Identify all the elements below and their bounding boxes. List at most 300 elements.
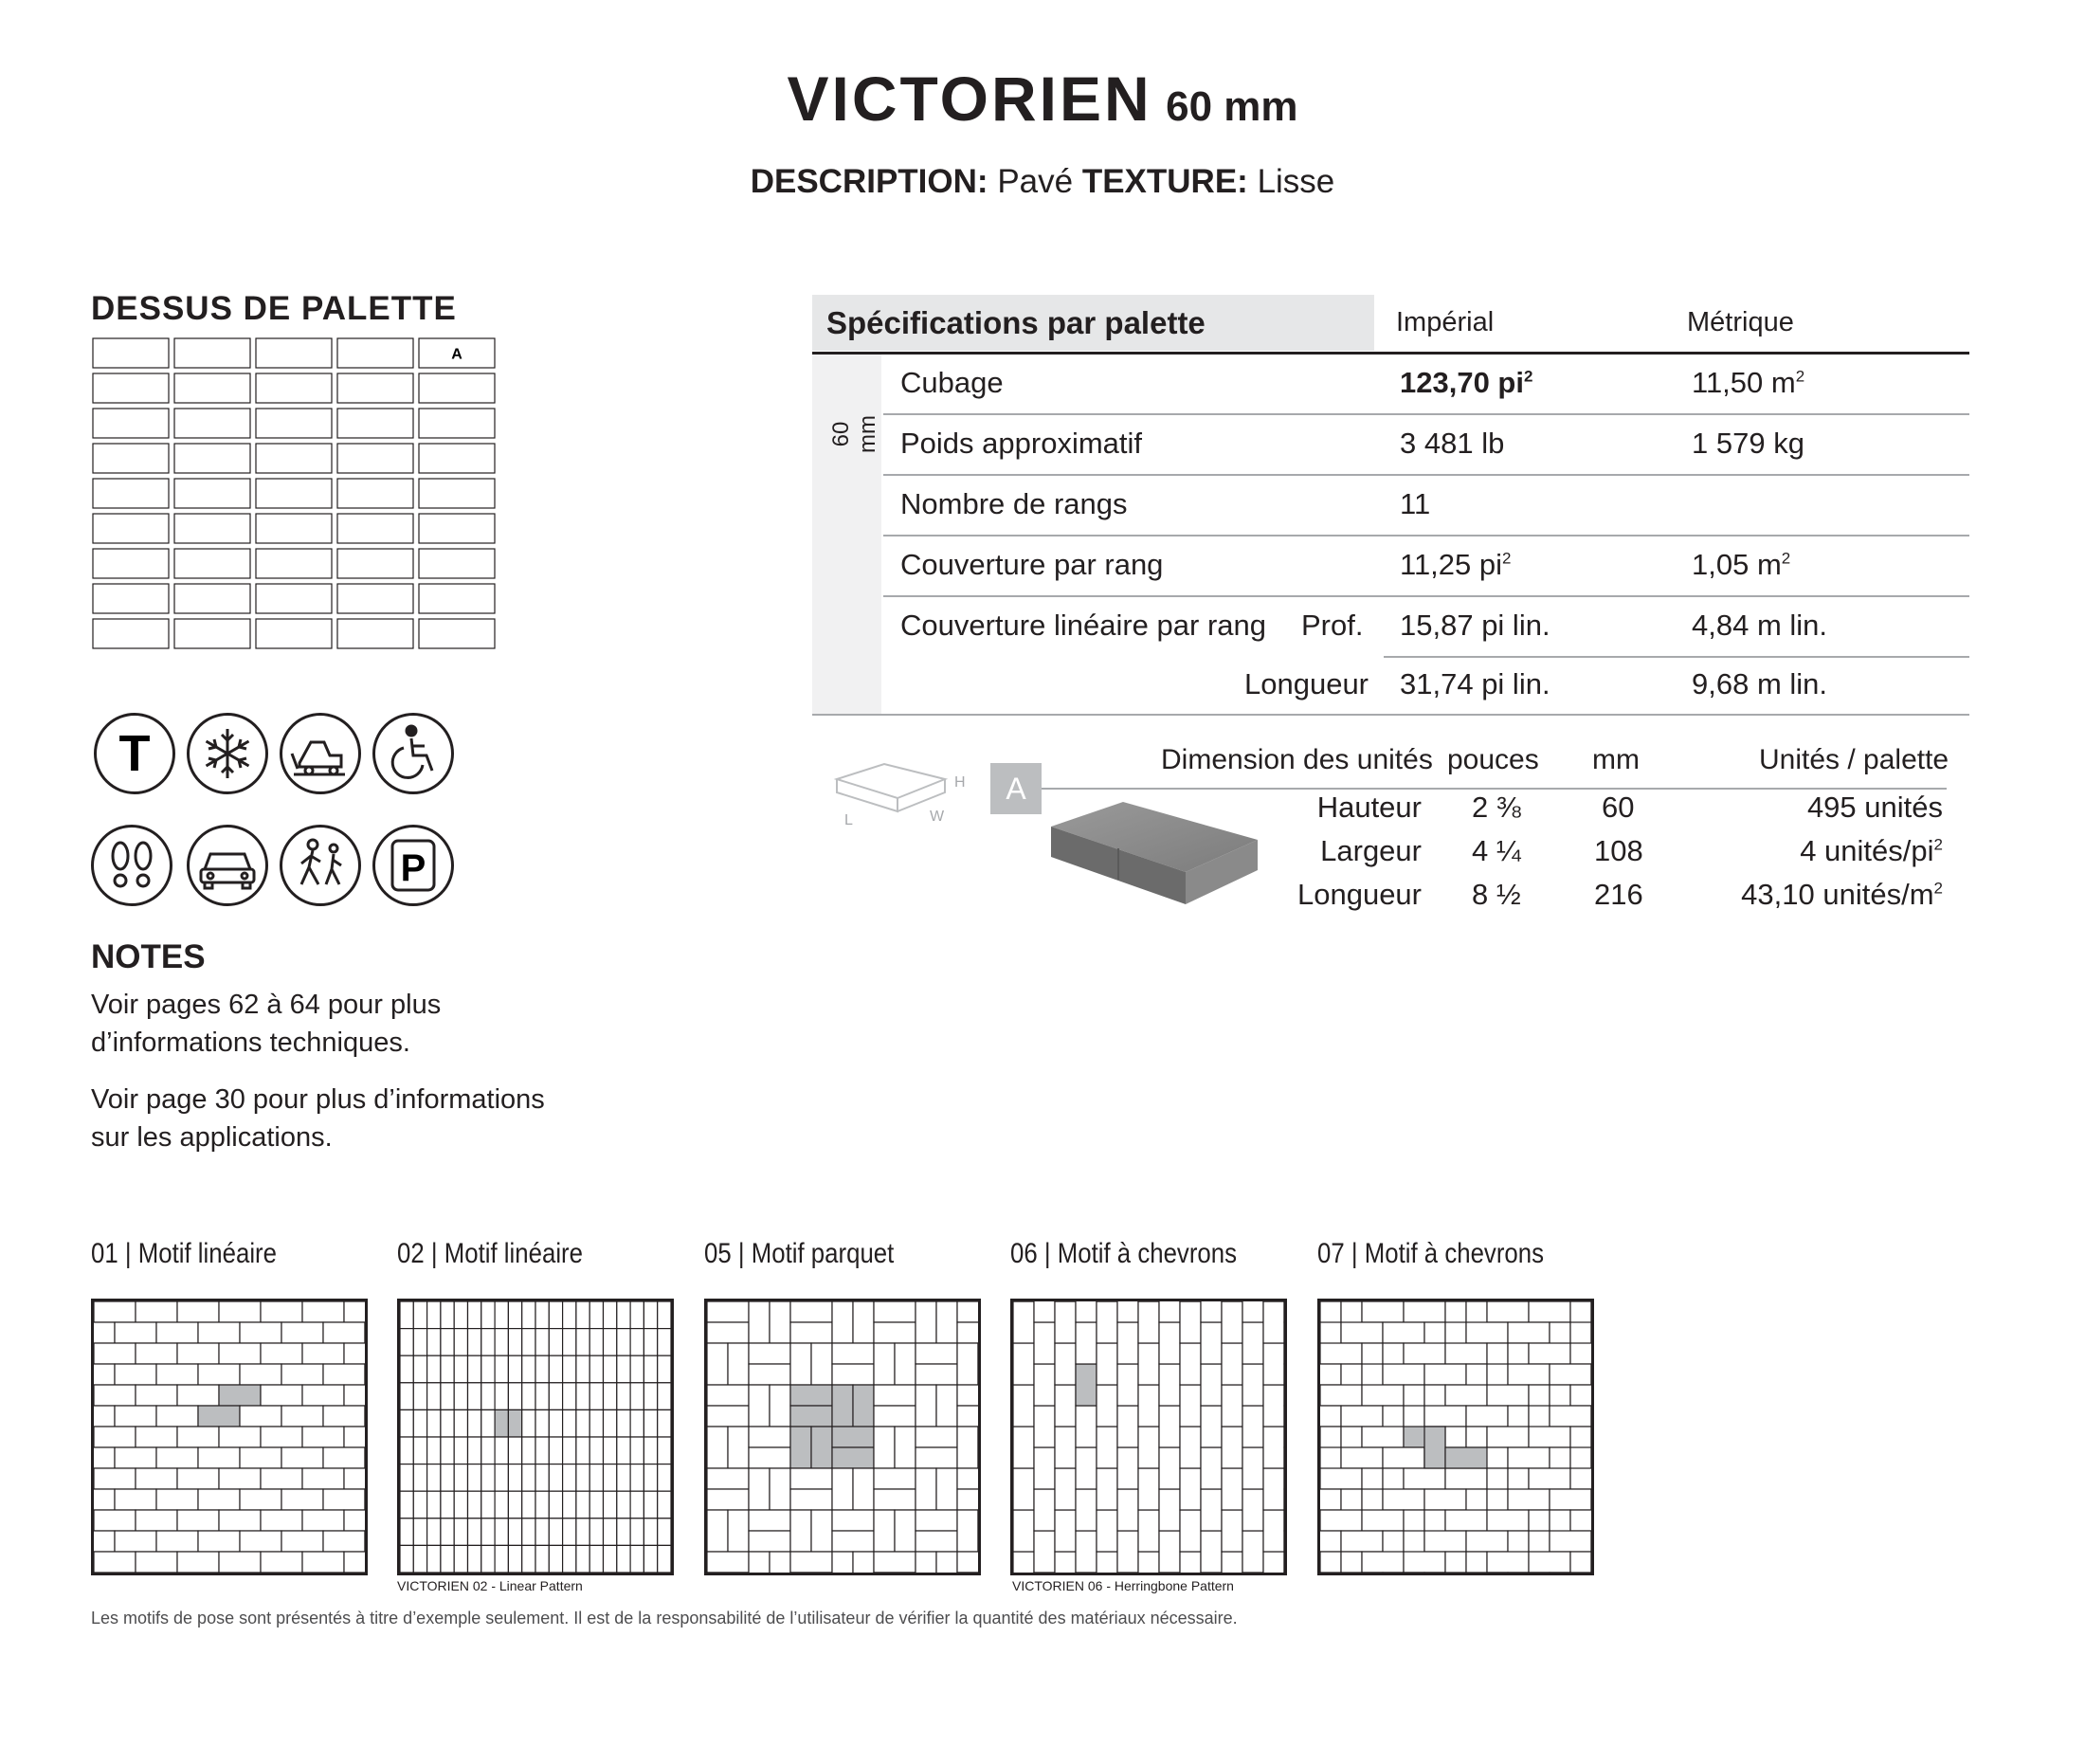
paver-cell — [1055, 1552, 1076, 1573]
paver-cell — [1201, 1489, 1222, 1531]
spec-bottom-rule — [812, 714, 1969, 716]
paver-cell — [576, 1491, 589, 1518]
paver-cell — [400, 1329, 413, 1356]
paver-cell — [644, 1491, 657, 1518]
paver-cell — [790, 1301, 832, 1322]
paver-cell — [261, 1510, 302, 1531]
paver-cell — [707, 1427, 728, 1468]
paver-cell — [1013, 1510, 1034, 1552]
spec-row-label: Cubage — [900, 366, 1004, 399]
paver-cell — [177, 1427, 219, 1447]
paver-cell — [1550, 1489, 1591, 1510]
paver-cell — [344, 1468, 365, 1489]
paver-cell — [1097, 1427, 1117, 1468]
dimension-row-mm: 108 — [1594, 834, 1643, 867]
paver-cell — [1138, 1385, 1159, 1427]
paver-cell — [495, 1518, 508, 1546]
paver-cell — [589, 1301, 603, 1329]
paver-cell — [832, 1343, 874, 1364]
paver-cell — [508, 1329, 521, 1356]
paver-cell — [936, 1385, 957, 1427]
paver-cell — [1180, 1301, 1201, 1343]
spec-column-imperial: Impérial — [1396, 307, 1495, 337]
paver-cell — [454, 1437, 467, 1464]
paver-cell — [1076, 1447, 1097, 1489]
spec-row-imperial: 31,74 pi lin. — [1400, 667, 1550, 700]
palette-cell — [337, 584, 413, 613]
paver-cell — [658, 1545, 671, 1573]
paver-cell — [427, 1518, 441, 1546]
svg-text:T: T — [118, 725, 151, 782]
dimension-row-label: Largeur — [1320, 834, 1422, 867]
dimension-row-mm: 60 — [1602, 791, 1635, 824]
paver-cell — [790, 1406, 832, 1427]
paver-cell — [1117, 1489, 1138, 1531]
note-line-2: d’informations techniques. — [91, 1027, 410, 1058]
paver-cell — [427, 1383, 441, 1410]
paver-cell — [1466, 1531, 1508, 1552]
paver-cell — [604, 1518, 617, 1546]
paver-cell — [1034, 1322, 1055, 1364]
paver-cell — [957, 1322, 978, 1343]
paver-cell — [1242, 1301, 1263, 1322]
paver-cell — [344, 1301, 365, 1322]
paver-cell — [1487, 1510, 1529, 1531]
paver-cell — [495, 1409, 508, 1437]
paver-cell — [281, 1531, 323, 1552]
paver-cell — [1424, 1364, 1466, 1385]
paver-cell — [832, 1552, 853, 1573]
paver-cell — [198, 1447, 240, 1468]
paver-cell — [549, 1464, 562, 1492]
dimension-row-inches: 8 ½ — [1472, 878, 1521, 911]
paver-cell — [441, 1545, 454, 1573]
paver-cell — [261, 1468, 302, 1489]
paver-cell — [1263, 1427, 1284, 1468]
palette-cell — [419, 584, 495, 613]
paver-cell — [400, 1464, 413, 1492]
paver-cell — [749, 1385, 770, 1427]
paver-cell — [94, 1385, 136, 1406]
paver-cell — [1159, 1531, 1180, 1573]
paver-cell — [1034, 1364, 1055, 1406]
paver-cell — [853, 1552, 874, 1573]
disclaimer-text: Les motifs de pose sont présentés à titre d’exemple seulement. Il est de la responsabilité de l’utilisateur de vérifier la quantité des matériaux nécessaire. — [91, 1609, 1238, 1628]
paver-cell — [1055, 1343, 1076, 1385]
paver-cell — [604, 1464, 617, 1492]
note-line-4: sur les applications. — [91, 1122, 333, 1153]
paver-cell — [576, 1409, 589, 1437]
paver-cell — [957, 1406, 978, 1427]
paver-cell — [617, 1464, 630, 1492]
paver-cell — [936, 1468, 957, 1510]
paver-cell — [1424, 1531, 1466, 1552]
paver-cell — [936, 1301, 957, 1343]
paver-cell — [481, 1383, 495, 1410]
spec-row-metric: 1,05 $m^2$ — [1692, 548, 1791, 581]
paver-cell — [874, 1406, 916, 1427]
paver-cell — [874, 1510, 895, 1552]
spec-row-imperial: 15,87 pi lin. — [1400, 609, 1550, 642]
paver-cell — [832, 1427, 874, 1447]
paver-cell — [1034, 1447, 1055, 1489]
paver-cell — [454, 1301, 467, 1329]
paver-cell — [481, 1545, 495, 1573]
paver-cell — [302, 1468, 344, 1489]
paver-cell — [576, 1355, 589, 1383]
paver-cell — [1383, 1489, 1424, 1510]
paver-cell — [441, 1383, 454, 1410]
paver-cell — [1341, 1406, 1383, 1427]
paver-cell — [427, 1355, 441, 1383]
paver-cell — [707, 1301, 749, 1322]
paver-cell — [427, 1545, 441, 1573]
axis-l-label: L — [844, 812, 853, 828]
paver-cell — [1320, 1468, 1362, 1489]
paver-cell — [281, 1322, 323, 1343]
paver-cell — [427, 1301, 441, 1329]
paver-cell — [707, 1343, 728, 1385]
paver-cell — [427, 1409, 441, 1437]
paver-cell — [1445, 1552, 1466, 1573]
paver-cell — [400, 1491, 413, 1518]
paver-cell — [1097, 1552, 1117, 1573]
paver-cell — [508, 1301, 521, 1329]
spec-row-separator — [883, 595, 1969, 597]
palette-cell — [256, 619, 332, 648]
paver-cell — [1076, 1364, 1097, 1406]
paver-cell — [522, 1301, 535, 1329]
paver-cell — [1159, 1301, 1180, 1322]
axis-w-label: W — [930, 809, 945, 825]
paver-cell — [281, 1364, 323, 1385]
paver-cell — [707, 1510, 728, 1552]
paver-cell — [468, 1355, 481, 1383]
spec-row-imperial: 11,25 $pi^2$ — [1400, 548, 1512, 581]
paver-cell — [576, 1518, 589, 1546]
paver-cell — [895, 1343, 916, 1385]
paver-cell — [136, 1385, 177, 1406]
paver-cell — [261, 1301, 302, 1322]
paver-cell — [1222, 1510, 1242, 1552]
paver-cell — [604, 1355, 617, 1383]
paver-cell — [1550, 1406, 1591, 1427]
paver-cell — [617, 1545, 630, 1573]
paver-cell — [94, 1343, 136, 1364]
paver-cell — [604, 1301, 617, 1329]
spec-row-sublabel: Prof. — [1301, 609, 1364, 642]
paver-cell — [832, 1447, 874, 1468]
paver-cell — [1013, 1427, 1034, 1468]
pattern-label-06: 06 | Motif à chevrons — [1010, 1238, 1238, 1269]
paver-cell — [1445, 1343, 1487, 1364]
paver-cell — [323, 1447, 365, 1468]
palette-cell — [93, 479, 169, 508]
paver-cell — [916, 1301, 936, 1343]
paver-cell — [508, 1409, 521, 1437]
dimension-row-label: Hauteur — [1316, 791, 1422, 824]
paver-cell — [413, 1329, 426, 1356]
paver-cell — [441, 1329, 454, 1356]
paver-cell — [1201, 1531, 1222, 1573]
paver-cell — [1320, 1406, 1341, 1427]
paver-cell — [1362, 1552, 1404, 1573]
palette-heading: DESSUS DE PALETTE — [91, 290, 457, 327]
paver-cell — [454, 1518, 467, 1546]
palette-cell — [174, 444, 250, 473]
paver-cell — [1034, 1531, 1055, 1573]
paver-cell — [957, 1510, 978, 1552]
paver-cell — [749, 1343, 790, 1364]
paver-cell — [1466, 1406, 1508, 1427]
palette-cell — [93, 619, 169, 648]
paver-cell — [1341, 1447, 1383, 1468]
paver-cell — [749, 1301, 770, 1343]
note-line-1: Voir pages 62 à 64 pour plus — [91, 990, 442, 1020]
paver-cell — [522, 1518, 535, 1546]
paver-cell — [563, 1301, 576, 1329]
spec-row-metric: 4,84 m lin. — [1692, 609, 1828, 642]
paver-cell — [658, 1355, 671, 1383]
paver-cell — [1138, 1510, 1159, 1552]
paver-cell — [1117, 1364, 1138, 1406]
paver-cell — [1013, 1552, 1034, 1573]
paver-cell — [957, 1385, 978, 1406]
paver-cell — [1097, 1385, 1117, 1427]
paver-cell — [1242, 1364, 1263, 1406]
paver-cell — [240, 1364, 281, 1385]
paver-cell — [589, 1464, 603, 1492]
dimension-rule — [1042, 788, 1947, 790]
paver-cell — [549, 1301, 562, 1329]
paver-cell — [198, 1364, 240, 1385]
paver-cell — [94, 1552, 136, 1573]
paver-cell — [658, 1329, 671, 1356]
paver-cell — [1138, 1468, 1159, 1510]
paver-cell — [115, 1531, 156, 1552]
paver-cell — [617, 1383, 630, 1410]
paver-cell — [1320, 1343, 1362, 1364]
paver-cell — [1034, 1301, 1055, 1322]
paver-cell — [916, 1385, 936, 1427]
spec-row-metric: 9,68 m lin. — [1692, 667, 1828, 700]
dimension-header-label: Dimension des unités — [1161, 744, 1433, 775]
description-label: DESCRIPTION: — [750, 163, 988, 200]
paver-cell — [1383, 1322, 1424, 1343]
paver-cell — [644, 1437, 657, 1464]
palette-cell — [337, 619, 413, 648]
paver-cell — [1159, 1364, 1180, 1406]
paver-cell — [219, 1427, 261, 1447]
paver-cell — [454, 1491, 467, 1518]
paver-cell — [94, 1427, 136, 1447]
paver-cell — [522, 1437, 535, 1464]
paver-cell — [427, 1491, 441, 1518]
paver-cell — [1445, 1510, 1487, 1531]
paver-cell — [508, 1437, 521, 1464]
paver-cell — [589, 1355, 603, 1383]
wheelchair-icon — [372, 713, 454, 794]
palette-cell — [419, 373, 495, 403]
paver-cell — [1404, 1301, 1445, 1322]
paver-cell — [644, 1383, 657, 1410]
paver-cell — [874, 1301, 916, 1322]
paver-cell — [261, 1385, 302, 1406]
paver-cell — [302, 1343, 344, 1364]
paver-cell — [508, 1464, 521, 1492]
paver-cell — [957, 1343, 978, 1385]
paver-cell — [589, 1545, 603, 1573]
paver-cell — [658, 1464, 671, 1492]
paver-cell — [1404, 1468, 1445, 1489]
paver-cell — [617, 1409, 630, 1437]
pattern-06-caption: VICTORIEN 06 - Herringbone Pattern — [1012, 1578, 1234, 1593]
paver-cell — [177, 1343, 219, 1364]
paver-cell — [219, 1552, 261, 1573]
paver-cell — [1013, 1343, 1034, 1385]
paver-cell — [522, 1355, 535, 1383]
paver-cell — [1263, 1301, 1284, 1343]
paver-cell — [957, 1301, 978, 1322]
paver-cell — [936, 1552, 957, 1573]
paver-cell — [576, 1301, 589, 1329]
paver-cell — [707, 1489, 749, 1510]
spec-row-label: Couverture par rang — [900, 548, 1164, 581]
paver-image — [1047, 798, 1265, 940]
paver-cell — [468, 1464, 481, 1492]
paver-cell — [413, 1409, 426, 1437]
paver-cell — [198, 1531, 240, 1552]
paver-cell — [1570, 1552, 1591, 1573]
paver-cell — [811, 1343, 832, 1385]
paver-cell — [1180, 1468, 1201, 1510]
paver-cell — [658, 1518, 671, 1546]
paver-cell — [1117, 1301, 1138, 1322]
paver-cell — [240, 1531, 281, 1552]
paver-cell — [617, 1355, 630, 1383]
paver-cell — [630, 1355, 644, 1383]
paver-cell — [749, 1531, 790, 1552]
paver-cell — [1320, 1510, 1362, 1531]
paver-cell — [957, 1489, 978, 1510]
spec-side-label: 60 mm — [828, 415, 880, 453]
paver-cell — [427, 1437, 441, 1464]
paver-cell — [136, 1468, 177, 1489]
palette-cell — [419, 444, 495, 473]
paver-cell — [832, 1531, 874, 1552]
paver-cell — [281, 1406, 323, 1427]
paver-cell — [94, 1531, 115, 1552]
palette-cell — [174, 338, 250, 368]
paver-cell — [323, 1322, 365, 1343]
paver-cell — [156, 1406, 198, 1427]
paver-cell — [1242, 1322, 1263, 1364]
paver-cell — [535, 1329, 549, 1356]
palette-cell — [93, 514, 169, 543]
paver-cell — [1013, 1385, 1034, 1427]
paver-cell — [563, 1491, 576, 1518]
paver-cell — [658, 1437, 671, 1464]
palette-cell — [93, 373, 169, 403]
paver-cell — [219, 1343, 261, 1364]
dimension-row-units: 43,10 unités/$m^2$ — [1741, 878, 1943, 911]
t-icon — [94, 713, 175, 794]
paver-cell — [281, 1489, 323, 1510]
paver-cell — [874, 1552, 916, 1573]
unit-marker-badge: A — [990, 763, 1042, 814]
paver-cell — [441, 1491, 454, 1518]
paver-cell — [630, 1301, 644, 1329]
paver-cell — [1242, 1447, 1263, 1489]
paver-cell — [1180, 1552, 1201, 1573]
paver-cell — [441, 1355, 454, 1383]
palette-cell — [256, 373, 332, 403]
palette-cell — [256, 409, 332, 438]
paver-cell — [481, 1518, 495, 1546]
paver-cell — [617, 1518, 630, 1546]
paver-cell — [1404, 1343, 1445, 1364]
paver-cell — [563, 1355, 576, 1383]
paver-cell — [1487, 1301, 1529, 1322]
paver-cell — [535, 1545, 549, 1573]
paver-cell — [604, 1545, 617, 1573]
paver-cell — [549, 1491, 562, 1518]
paver-cell — [323, 1531, 365, 1552]
product-size: 60 mm — [1166, 83, 1298, 130]
paver-cell — [413, 1464, 426, 1492]
paver-cell — [1138, 1552, 1159, 1573]
paver-cell — [1222, 1468, 1242, 1510]
paver-cell — [156, 1322, 198, 1343]
paver-cell — [1201, 1364, 1222, 1406]
paver-cell — [94, 1322, 115, 1343]
paver-cell — [522, 1491, 535, 1518]
paver-cell — [1320, 1385, 1362, 1406]
paver-cell — [1445, 1447, 1487, 1468]
paver-cell — [832, 1510, 874, 1531]
paver-cell — [400, 1409, 413, 1437]
paver-cell — [1263, 1468, 1284, 1510]
paver-cell — [790, 1427, 811, 1468]
spec-row-imperial: 11 — [1400, 487, 1431, 520]
paver-cell — [576, 1545, 589, 1573]
paver-cell — [454, 1355, 467, 1383]
paver-cell — [261, 1552, 302, 1573]
paver-cell — [1034, 1489, 1055, 1531]
paver-cell — [1362, 1301, 1404, 1322]
paver-cell — [441, 1437, 454, 1464]
paver-cell — [1180, 1427, 1201, 1468]
paver-cell — [427, 1329, 441, 1356]
paver-cell — [1508, 1489, 1550, 1510]
note-line-3: Voir page 30 pour plus d’informations — [91, 1084, 545, 1115]
paver-cell — [895, 1427, 916, 1468]
palette-cell — [93, 549, 169, 578]
palette-cell — [174, 409, 250, 438]
paver-cell — [454, 1409, 467, 1437]
paver-cell — [1076, 1322, 1097, 1364]
paver-cell — [853, 1468, 874, 1510]
spec-row-imperial: 123,70 $pi^2$ — [1400, 366, 1533, 399]
paver-cell — [576, 1437, 589, 1464]
palette-cell — [174, 584, 250, 613]
paver-cell — [468, 1383, 481, 1410]
dimension-row-units: 4 unités/$pi^2$ — [1800, 834, 1943, 867]
paver-cell — [495, 1545, 508, 1573]
paver-cell — [344, 1552, 365, 1573]
paver-cell — [604, 1491, 617, 1518]
paver-cell — [576, 1329, 589, 1356]
